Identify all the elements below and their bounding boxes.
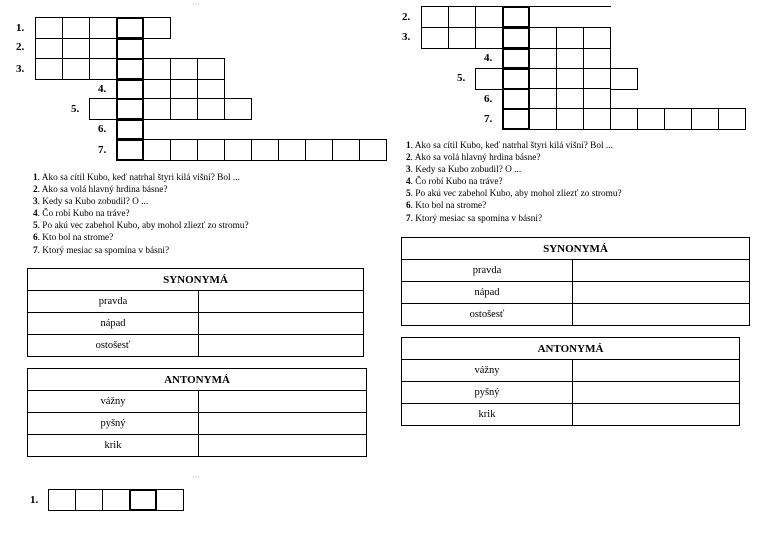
word-cell: ostošesť	[402, 304, 573, 326]
clue-item: 7. Ktorý mesiac sa spomína v básni?	[33, 245, 170, 256]
row-number: 3.	[16, 63, 25, 75]
table-row	[28, 291, 364, 313]
solution-cell[interactable]	[116, 79, 144, 100]
row-number: 7.	[98, 144, 107, 156]
answer-cell[interactable]	[573, 304, 750, 326]
letter-cell[interactable]	[332, 139, 360, 161]
clue-item: 1. Ako sa cítil Kubo, keď natrhal štyri kilá višní? Bol ...	[406, 141, 613, 151]
letter-cell[interactable]	[556, 27, 584, 49]
row-number: 2.	[16, 41, 25, 53]
table-row	[402, 360, 740, 382]
solution-cell[interactable]	[502, 68, 530, 90]
letter-cell[interactable]	[583, 108, 611, 130]
solution-cell[interactable]	[116, 17, 144, 39]
table-row	[28, 313, 364, 335]
letter-cell[interactable]	[529, 88, 557, 110]
solution-cell[interactable]	[129, 489, 157, 511]
letter-cell[interactable]	[583, 68, 611, 90]
letter-cell[interactable]	[421, 6, 449, 28]
letter-cell[interactable]	[89, 58, 117, 80]
table-row	[28, 335, 364, 357]
word-cell: krik	[28, 435, 199, 457]
letter-cell[interactable]	[143, 98, 171, 120]
clue-item: 6. Kto bol na strome?	[33, 233, 114, 244]
solution-cell[interactable]	[116, 98, 144, 120]
clue-item: 5. Po akú vec zabehol Kubo, aby mohol zliezť zo stromu?	[33, 221, 249, 232]
answer-cell[interactable]	[199, 335, 364, 357]
letter-cell[interactable]	[637, 108, 665, 130]
letter-cell[interactable]	[170, 98, 198, 120]
letter-cell[interactable]	[421, 27, 449, 49]
letter-cell[interactable]	[197, 139, 225, 161]
left-clue-list	[33, 172, 249, 257]
letter-cell[interactable]	[556, 108, 584, 130]
clue-item: 3. Kedy sa Kubo zobudil? O ...	[406, 165, 522, 176]
solution-cell[interactable]	[116, 58, 144, 80]
answer-cell[interactable]	[573, 382, 740, 404]
clue-item: 6. Kto bol na strome?	[406, 201, 487, 212]
solution-cell[interactable]	[116, 119, 144, 140]
solution-cell[interactable]	[502, 48, 530, 69]
letter-cell[interactable]	[359, 139, 387, 161]
letter-cell[interactable]	[48, 489, 76, 511]
word-cell: vážny	[28, 391, 199, 413]
row-number: 1.	[16, 22, 25, 34]
solution-cell[interactable]	[502, 88, 530, 110]
row-number: 3.	[402, 31, 411, 43]
solution-cell[interactable]	[502, 27, 530, 49]
table-title: ANTONYMÁ	[402, 338, 740, 360]
letter-cell[interactable]	[102, 489, 130, 511]
letter-cell[interactable]	[224, 98, 252, 120]
clue-item: 4. Čo robí Kubo na tráve?	[33, 209, 130, 220]
table-title: SYNONYMÁ	[28, 269, 364, 291]
answer-cell[interactable]	[573, 260, 750, 282]
letter-cell[interactable]	[143, 79, 171, 100]
table-row	[28, 391, 367, 413]
letter-cell[interactable]	[475, 6, 503, 28]
table-title: SYNONYMÁ	[402, 238, 750, 260]
solution-cell[interactable]	[116, 139, 144, 161]
letter-cell[interactable]	[448, 6, 476, 28]
letter-cell[interactable]	[610, 108, 638, 130]
letter-cell[interactable]	[529, 27, 557, 49]
row-number: 1.	[30, 494, 39, 506]
row-number: 4.	[484, 52, 493, 64]
letter-cell[interactable]	[62, 38, 90, 60]
row-number: 6.	[98, 123, 107, 135]
letter-cell[interactable]	[556, 68, 584, 90]
left-synonyma-table	[27, 268, 364, 357]
letter-cell[interactable]	[143, 139, 171, 161]
letter-cell[interactable]	[583, 48, 611, 69]
letter-cell[interactable]	[664, 108, 692, 130]
clue-item: 3. Kedy sa Kubo zobudil? O ...	[33, 197, 149, 208]
page-divider-mark: ···	[192, 0, 200, 9]
row-number: 5.	[457, 72, 466, 84]
clue-item: 4. Čo robí Kubo na tráve?	[406, 177, 503, 188]
answer-cell[interactable]	[573, 360, 740, 382]
letter-cell[interactable]	[529, 68, 557, 90]
letter-cell[interactable]	[251, 139, 279, 161]
letter-cell[interactable]	[89, 38, 117, 60]
right-synonyma-table	[401, 237, 750, 326]
row-number: 5.	[71, 103, 80, 115]
letter-cell[interactable]	[475, 68, 503, 90]
letter-cell[interactable]	[583, 27, 611, 49]
word-cell: pravda	[402, 260, 573, 282]
word-cell: nápad	[402, 282, 573, 304]
answer-cell[interactable]	[199, 435, 367, 457]
row-number: 4.	[98, 83, 107, 95]
letter-cell[interactable]	[62, 58, 90, 80]
clue-item: 5. Po akú vec zabehol Kubo, aby mohol zliezť zo stromu?	[406, 189, 622, 200]
answer-cell[interactable]	[199, 413, 367, 435]
letter-cell[interactable]	[143, 58, 171, 80]
letter-cell[interactable]	[583, 88, 611, 110]
answer-cell[interactable]	[573, 404, 740, 426]
letter-cell[interactable]	[529, 48, 557, 69]
letter-cell[interactable]	[170, 79, 198, 100]
letter-cell[interactable]	[305, 139, 333, 161]
clue-item: 7. Ktorý mesiac sa spomína v básni?	[406, 213, 543, 224]
table-row	[402, 404, 740, 426]
letter-cell[interactable]	[197, 98, 225, 120]
solution-cell[interactable]	[116, 38, 144, 60]
letter-cell[interactable]	[170, 58, 198, 80]
letter-cell[interactable]	[197, 58, 225, 80]
letter-cell[interactable]	[35, 17, 63, 39]
word-cell: vážny	[402, 360, 573, 382]
letter-cell[interactable]	[170, 139, 198, 161]
letter-cell[interactable]	[35, 58, 63, 80]
letter-cell[interactable]	[529, 108, 557, 130]
table-row	[402, 304, 750, 326]
letter-cell[interactable]	[89, 17, 117, 39]
letter-cell[interactable]	[718, 108, 746, 130]
word-cell: krik	[402, 404, 573, 426]
letter-cell[interactable]	[278, 139, 306, 161]
right-antonyma-table	[401, 337, 740, 426]
letter-cell[interactable]	[224, 139, 252, 161]
word-cell: nápad	[28, 313, 199, 335]
table-row	[402, 282, 750, 304]
letter-cell[interactable]	[35, 38, 63, 60]
right-clue-list	[406, 140, 622, 225]
clue-item: 1. Ako sa cítil Kubo, keď natrhal štyri kilá višní? Bol ...	[33, 173, 240, 183]
answer-cell[interactable]	[199, 291, 364, 313]
clue-item: 2. Ako sa volá hlavný hrdina básne?	[406, 153, 541, 164]
letter-cell[interactable]	[556, 48, 584, 69]
table-row	[28, 435, 367, 457]
clue-item: 2. Ako sa volá hlavný hrdina básne?	[33, 185, 168, 196]
table-title: ANTONYMÁ	[28, 369, 367, 391]
letter-cell[interactable]	[197, 79, 225, 100]
row-number: 2.	[402, 11, 411, 23]
table-row	[28, 413, 367, 435]
letter-cell[interactable]	[691, 108, 719, 130]
letter-cell[interactable]	[610, 68, 638, 90]
word-cell: pyšný	[402, 382, 573, 404]
letter-cell[interactable]	[89, 98, 117, 120]
answer-cell[interactable]	[573, 282, 750, 304]
letter-cell[interactable]	[62, 17, 90, 39]
row-number: 7.	[484, 113, 493, 125]
page-divider-mark: ···	[192, 473, 200, 482]
word-cell: pravda	[28, 291, 199, 313]
letter-cell[interactable]	[143, 17, 171, 39]
row-number: 6.	[484, 93, 493, 105]
letter-cell[interactable]	[156, 489, 184, 511]
table-row	[402, 260, 750, 282]
solution-cell[interactable]	[502, 6, 530, 28]
grid-edge-line	[528, 6, 611, 7]
answer-cell[interactable]	[199, 391, 367, 413]
letter-cell[interactable]	[448, 27, 476, 49]
letter-cell[interactable]	[556, 88, 584, 110]
left-antonyma-table	[27, 368, 367, 457]
letter-cell[interactable]	[75, 489, 103, 511]
solution-cell[interactable]	[502, 108, 530, 130]
answer-cell[interactable]	[199, 313, 364, 335]
letter-cell[interactable]	[475, 27, 503, 49]
word-cell: pyšný	[28, 413, 199, 435]
word-cell: ostošesť	[28, 335, 199, 357]
table-row	[402, 382, 740, 404]
